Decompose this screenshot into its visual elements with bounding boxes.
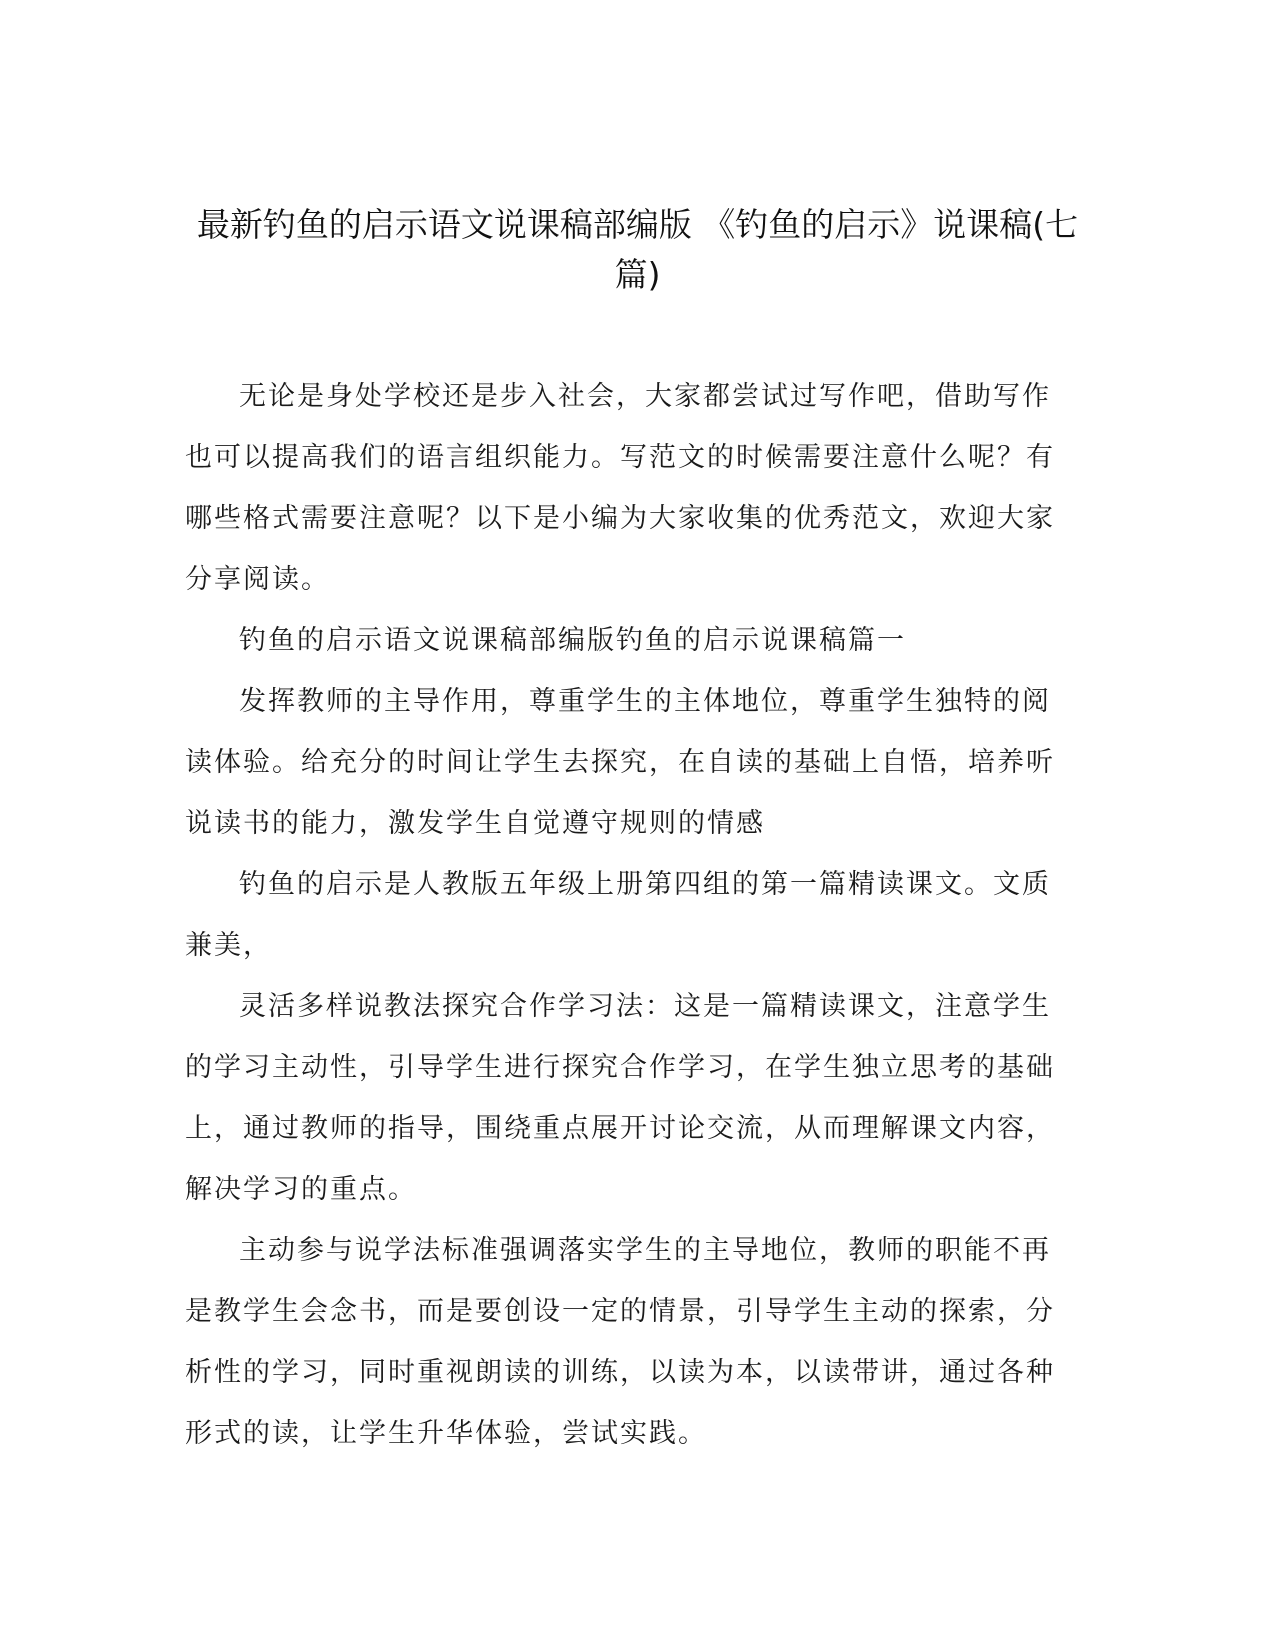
section-heading: 钓鱼的启示语文说课稿部编版钓鱼的启示说课稿篇一 <box>239 625 906 656</box>
body-paragraph: 发挥教师的主导作用，尊重学生的主体地位，尊重学生独特的阅读体验。给充分的时间让学生去探究，在自读的基础上自悟，培养听说读书的能力，激发学生自觉遵守规则的情感 <box>185 686 1055 839</box>
intro-paragraph: 无论是身处学校还是步入社会，大家都尝试过写作吧，借助写作也可以提高我们的语言组织能力。写范文的时候需要注意什么呢？有哪些格式需要注意呢？以下是小编为大家收集的优秀范文，欢迎大家分享阅读。 <box>185 381 1055 595</box>
document-body <box>185 366 1075 1464</box>
body-paragraph: 灵活多样说教法探究合作学习法：这是一篇精读课文，注意学生的学习主动性，引导学生进行探究合作学习，在学生独立思考的基础上，通过教师的指导，围绕重点展开讨论交流，从而理解课文内容，解决学习的重点。 <box>185 991 1055 1205</box>
body-paragraph: 主动参与说学法标准强调落实学生的主导地位，教师的职能不再是教学生会念书，而是要创设一定的情景，引导学生主动的探索，分析性的学习，同时重视朗读的训练，以读为本，以读带讲，通过各种形式的读，让学生升华体验，尝试实践。 <box>185 1235 1055 1449</box>
document-title: 最新钓鱼的启示语文说课稿部编版 《钓鱼的启示》说课稿(七篇) <box>196 205 1079 294</box>
body-paragraph: 钓鱼的启示是人教版五年级上册第四组的第一篇精读课文。文质兼美， <box>185 869 1051 961</box>
